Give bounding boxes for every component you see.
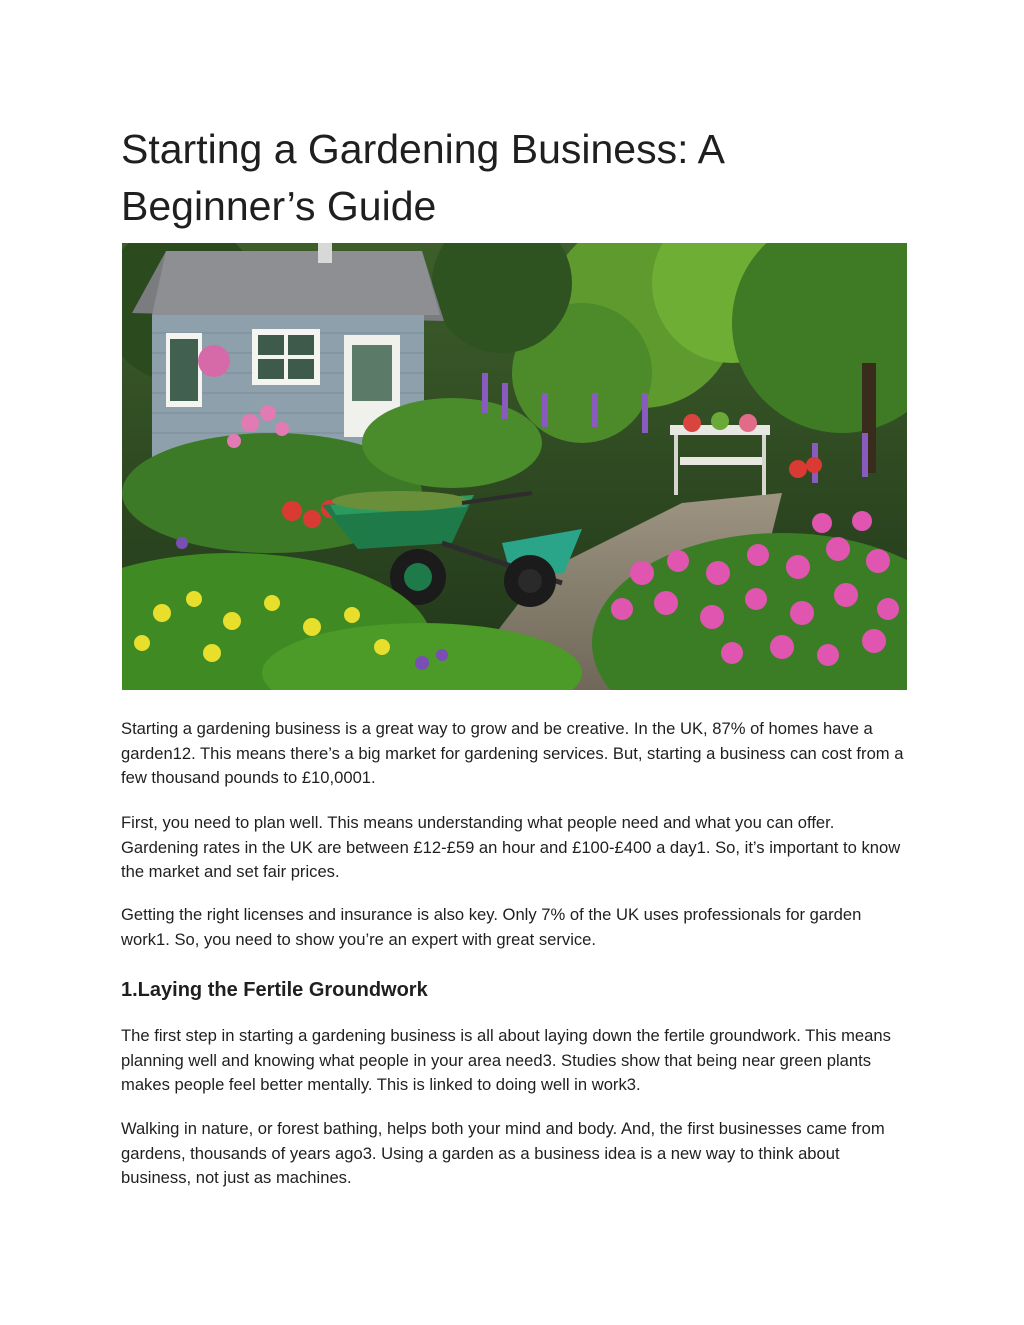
section-paragraph-2: Walking in nature, or forest bathing, helps both your mind and body. And, the first businesses came from gardens, thousands of years ago3. Using a garden as a business idea is a new way to think about business, not just as machines. xyxy=(121,1119,885,1187)
intro-paragraph-2: First, you need to plan well. This means understanding what people need and what you can offer. Gardening rates in the UK are between £12-£59 an hour and £100-£400 a day1. So, it’s important to know the market and set fair prices. xyxy=(121,813,901,881)
section-paragraph-1: The first step in starting a gardening business is all about laying down the fertile groundwork. This means planning well and knowing what people in your area need3. Studies show that being near green plants makes people feel better mentally. This is linked to doing well in work3. xyxy=(121,1026,891,1094)
intro-paragraph-3: Getting the right licenses and insurance is also key. Only 7% of the UK uses professionals for garden work1. So, you need to show you’re an expert with great service. xyxy=(121,905,862,949)
page-title: Starting a Gardening Business: A Beginner’s Guide xyxy=(121,126,723,229)
section-heading: 1.Laying the Fertile Groundwork xyxy=(121,979,428,1001)
garden-shed-wheelbarrow-photo-icon xyxy=(122,243,907,690)
intro-paragraph-1: Starting a gardening business is a great way to grow and be creative. In the UK, 87% of homes have a garden12. This means there’s a big market for gardening services. But, starting a business can cost from a few thousand pounds to £10,0001. xyxy=(121,719,904,787)
hero-image xyxy=(122,243,907,690)
